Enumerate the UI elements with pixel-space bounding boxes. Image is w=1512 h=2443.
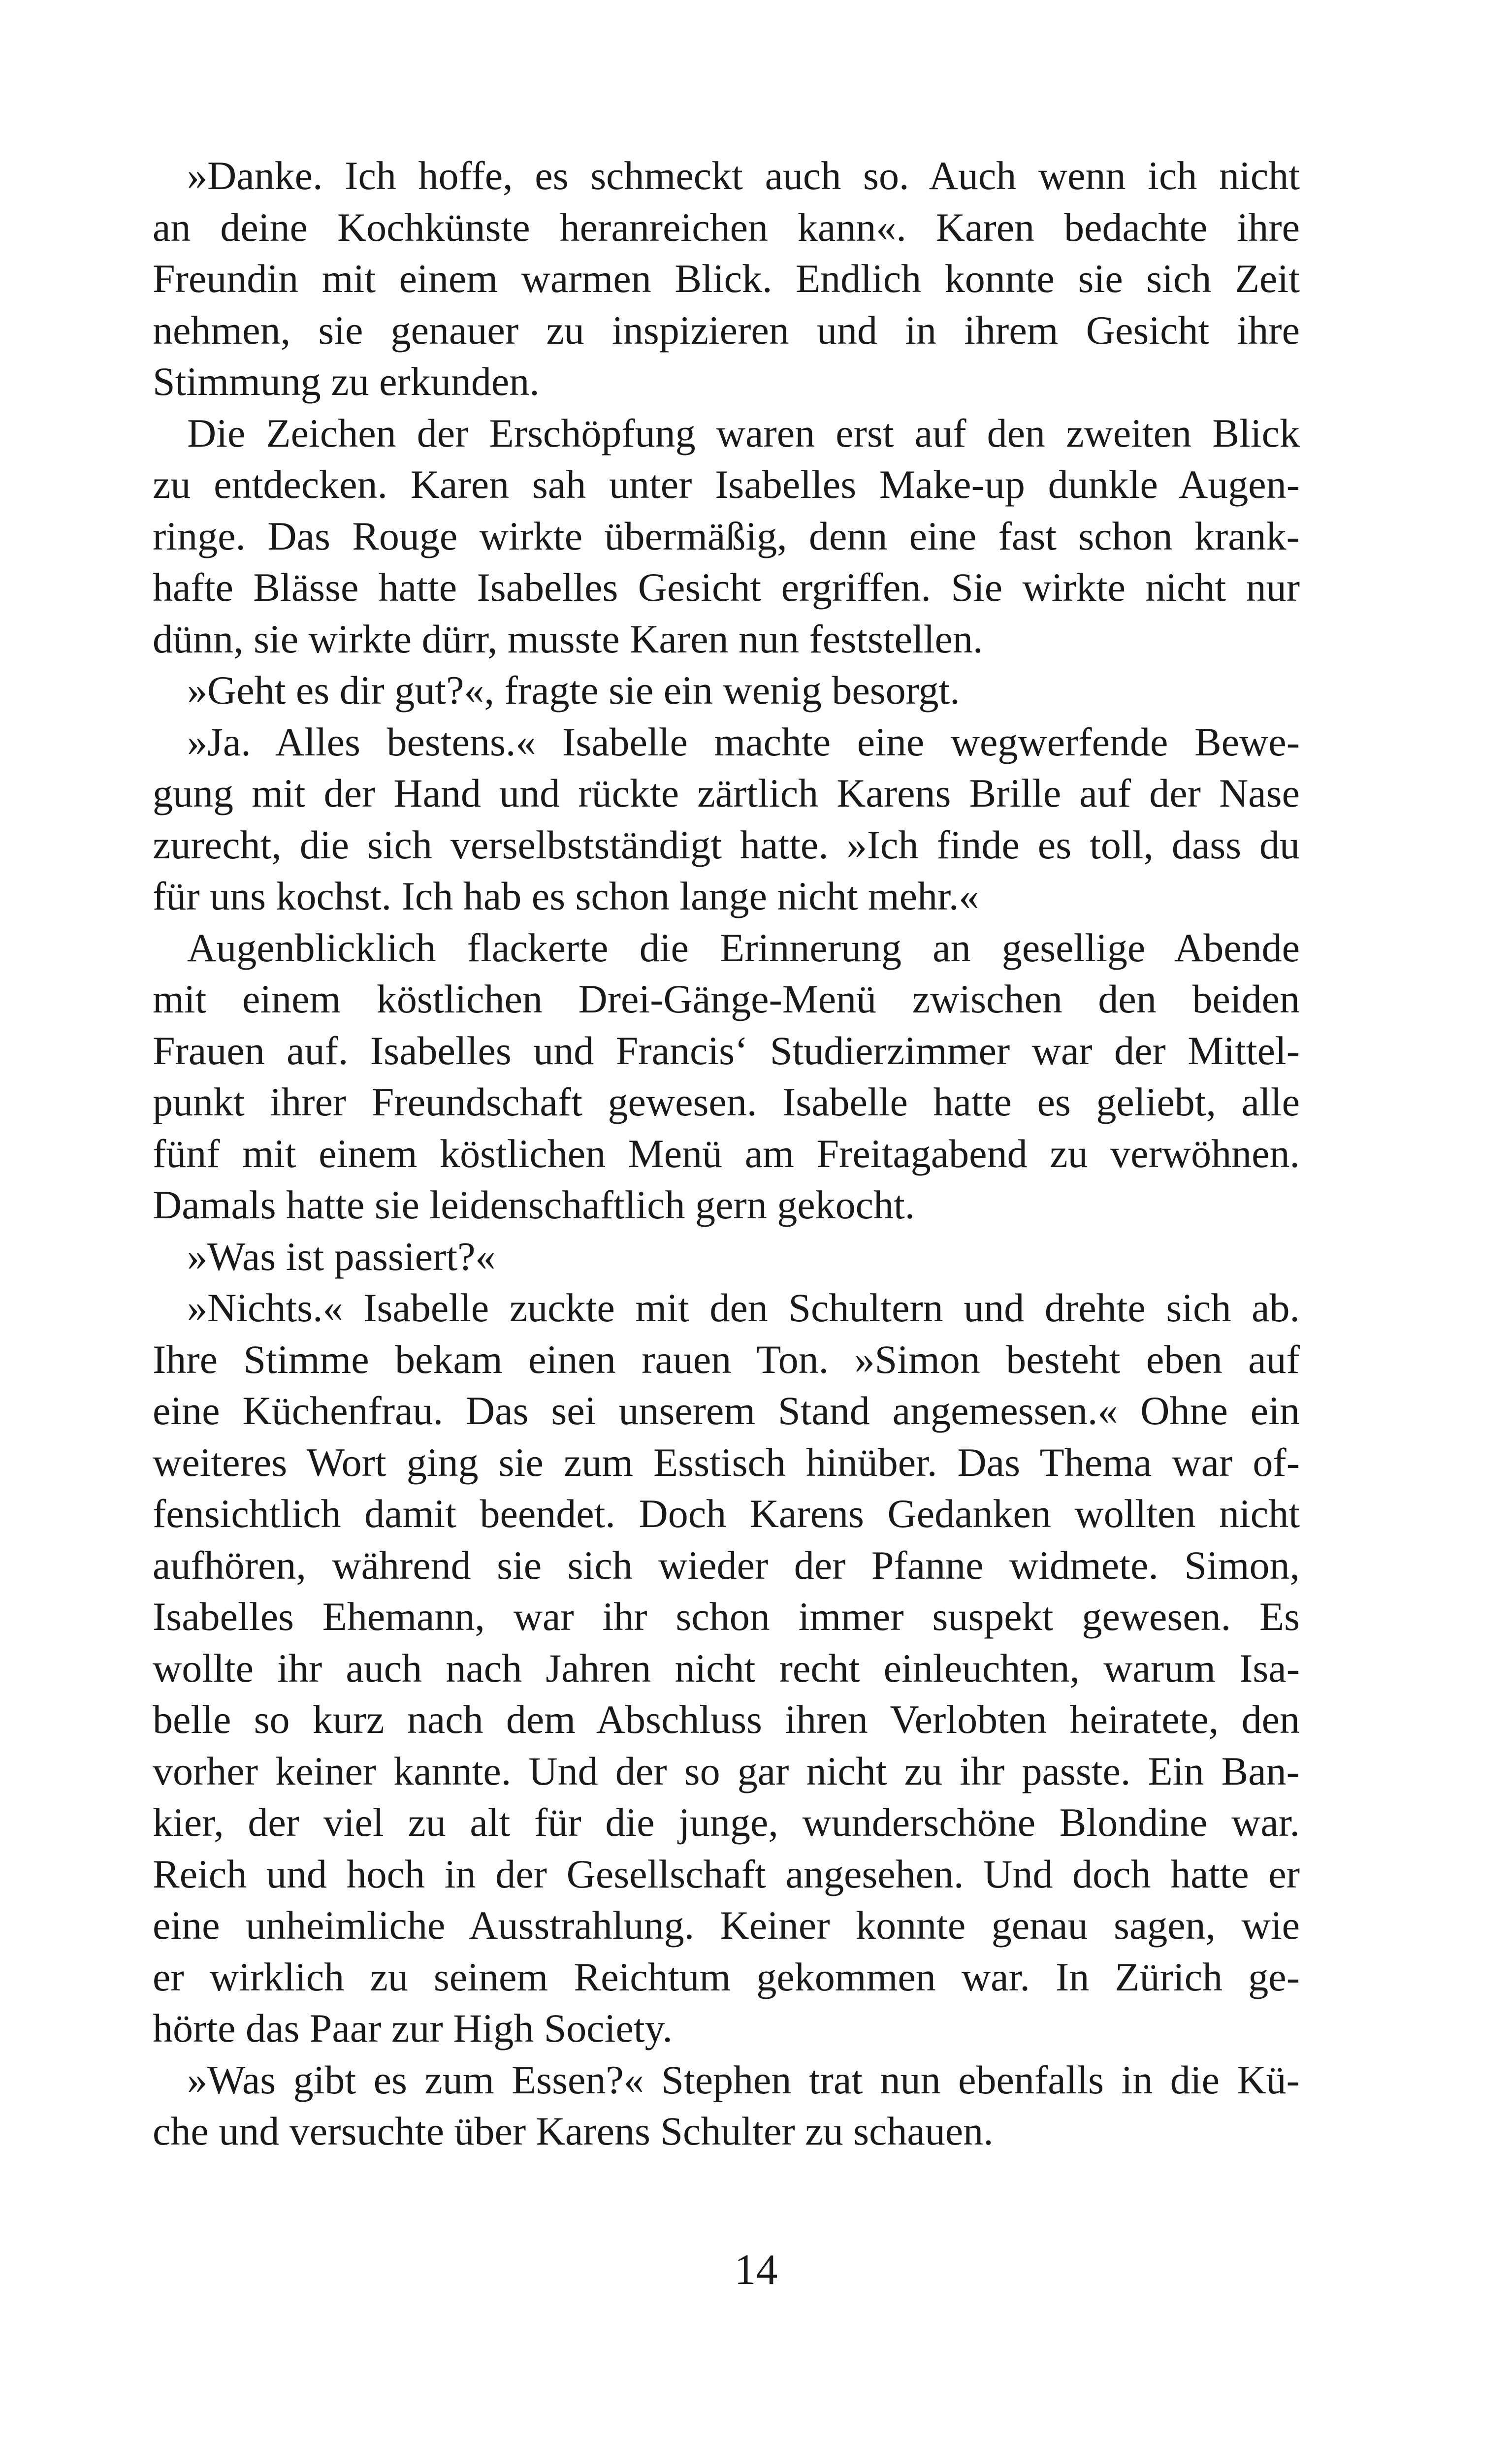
- text-line: dünn, sie wirkte dürr, musste Karen nun feststellen.: [153, 616, 983, 661]
- text-line: Die Zeichen der Erschöpfung waren erst auf den zweiten Blick: [187, 410, 1300, 456]
- text-line: »Was ist passiert?«: [187, 1234, 496, 1279]
- text-line: an deine Kochkünste heranreichen kann«. Karen bedachte ihre: [153, 204, 1300, 250]
- text-line: mit einem köstlichen Drei-Gänge-Menü zwischen den beiden: [153, 977, 1300, 1021]
- paragraph: [153, 408, 1300, 665]
- page-number: 14: [734, 2246, 778, 2294]
- text-line: che und versuchte über Karens Schulter zu schauen.: [153, 2109, 994, 2153]
- text-line: Ihre Stimme bekam einen rauen Ton. »Simon besteht eben auf: [153, 1336, 1300, 1382]
- text-line: aufhören, während sie sich wieder der Pfanne widmete. Simon,: [153, 1542, 1300, 1588]
- text-line: Damals hatte sie leidenschaftlich gern gekocht.: [153, 1182, 915, 1227]
- paragraph: [153, 717, 1300, 922]
- text-line: hafte Blässe hatte Isabelles Gesicht ergriffen. Sie wirkte nicht nur: [153, 565, 1300, 610]
- text-line: »Nichts.« Isabelle zuckte mit den Schultern und drehte sich ab.: [187, 1285, 1300, 1330]
- text-line: hörte das Paar zur High Society.: [153, 2006, 673, 2051]
- text-line: nehmen, sie genauer zu inspizieren und in ihrem Gesicht ihre: [153, 307, 1300, 353]
- text-line: »Ja. Alles bestens.« Isabelle machte eine wegwerfende Bewe-: [187, 719, 1300, 764]
- paragraph: [153, 2054, 1300, 2157]
- text-line: Augenblicklich flackerte die Erinnerung an gesellige Abende: [187, 925, 1300, 970]
- text-line: »Danke. Ich hoffe, es schmeckt auch so. Auch wenn ich nicht: [187, 153, 1300, 198]
- body-text: [153, 150, 1300, 2157]
- text-line: Frauen auf. Isabelles und Francis‘ Studierzimmer war der Mittel-: [153, 1028, 1300, 1073]
- text-line: punkt ihrer Freundschaft gewesen. Isabelle hatte es geliebt, alle: [153, 1079, 1300, 1124]
- text-line: zu entdecken. Karen sah unter Isabelles Make-up dunkle Augen-: [153, 462, 1300, 507]
- text-line: eine unheimliche Ausstrahlung. Keiner konnte genau sagen, wie: [153, 1903, 1300, 1948]
- text-line: wollte ihr auch nach Jahren nicht recht einleuchten, warum Isa-: [153, 1645, 1300, 1691]
- text-line: »Geht es dir gut?«, fragte sie ein wenig besorgt.: [187, 668, 960, 713]
- text-line: Stimmung zu erkunden.: [153, 359, 540, 404]
- paragraph: [153, 922, 1300, 1231]
- paragraph: [153, 1231, 1300, 1283]
- paragraph: [153, 1282, 1300, 2054]
- text-line: ringe. Das Rouge wirkte übermäßig, denn eine fast schon krank-: [153, 513, 1300, 558]
- text-line: Isabelles Ehemann, war ihr schon immer suspekt gewesen. Es: [153, 1594, 1300, 1639]
- text-line: für uns kochst. Ich hab es schon lange nicht mehr.«: [153, 874, 979, 918]
- text-line: fünf mit einem köstlichen Menü am Freitagabend zu verwöhnen.: [153, 1131, 1300, 1176]
- text-line: Freundin mit einem warmen Blick. Endlich konnte sie sich Zeit: [153, 256, 1300, 301]
- text-line: vorher keiner kannte. Und der so gar nicht zu ihr passte. Ein Ban-: [153, 1748, 1300, 1793]
- text-line: zurecht, die sich verselbstständigt hatte. »Ich finde es toll, dass du: [153, 822, 1300, 867]
- text-line: weiteres Wort ging sie zum Esstisch hinüber. Das Thema war of-: [153, 1439, 1300, 1485]
- paragraph: [153, 150, 1300, 408]
- text-line: »Was gibt es zum Essen?« Stephen trat nun ebenfalls in die Kü-: [187, 2057, 1300, 2102]
- text-line: kier, der viel zu alt für die junge, wunderschöne Blondine war.: [153, 1800, 1300, 1845]
- text-line: eine Küchenfrau. Das sei unserem Stand angemessen.« Ohne ein: [153, 1388, 1300, 1433]
- text-line: Reich und hoch in der Gesellschaft angesehen. Und doch hatte er: [153, 1851, 1300, 1896]
- text-line: fensichtlich damit beendet. Doch Karens Gedanken wollten nicht: [153, 1491, 1300, 1536]
- paragraph: [153, 665, 1300, 717]
- text-line: belle so kurz nach dem Abschluss ihren Verlobten heiratete, den: [153, 1697, 1300, 1742]
- text-line: gung mit der Hand und rückte zärtlich Karens Brille auf der Nase: [153, 771, 1300, 815]
- text-line: er wirklich zu seinem Reichtum gekommen war. In Zürich ge-: [153, 1954, 1300, 1999]
